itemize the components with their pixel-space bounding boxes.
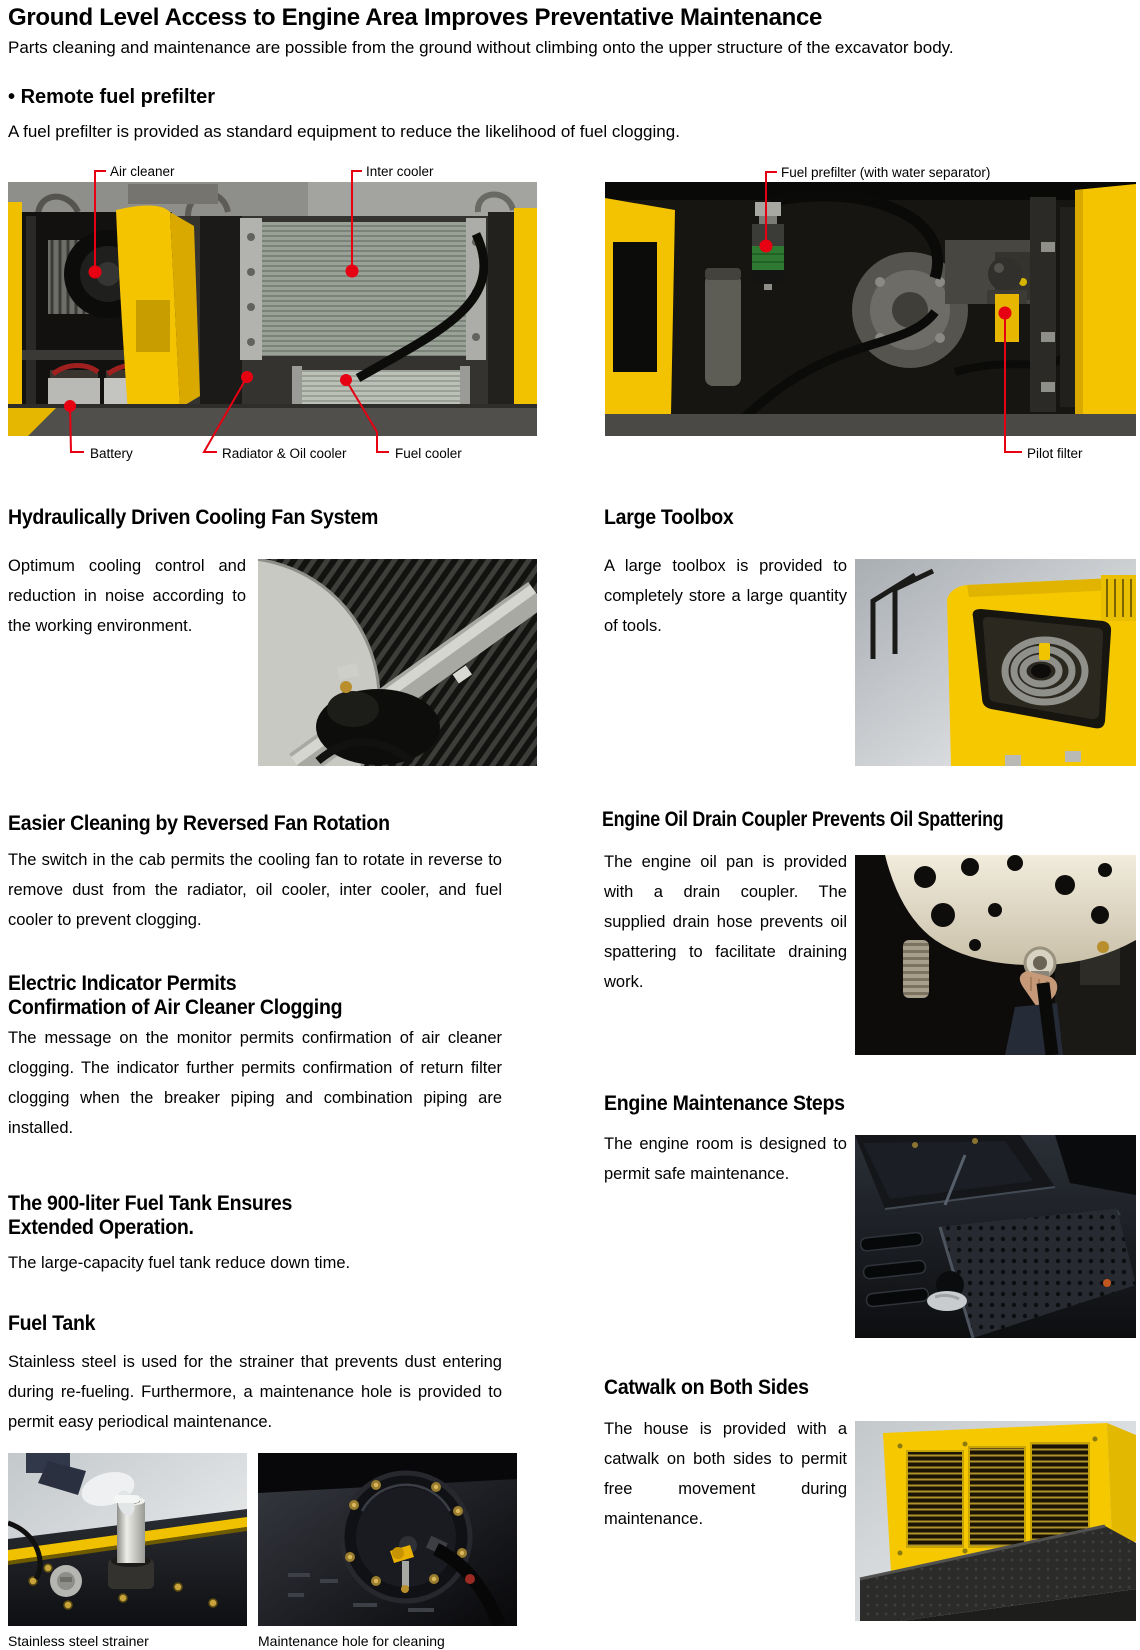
page-subtitle: Parts cleaning and maintenance are possible from the ground without climbing onto the upper structure of the excavator body.: [8, 38, 954, 57]
caption-maintenance-hole: Maintenance hole for cleaning: [258, 1633, 445, 1649]
heading-line-2: Extended Operation.: [8, 1216, 194, 1239]
bullet-icon: •: [8, 86, 16, 108]
section-heading-reversed-fan: Easier Cleaning by Reversed Fan Rotation: [8, 812, 390, 835]
callout-label-radiator-oil-cooler: Radiator & Oil cooler: [222, 446, 347, 461]
section-body-900-liter-fuel-tank: The large-capacity fuel tank reduce down time.: [8, 1254, 351, 1272]
page-title: Ground Level Access to Engine Area Improves Preventative Maintenance: [8, 4, 823, 31]
photo-engine-maintenance-steps: [855, 1135, 1136, 1338]
callout-label-inter-cooler: Inter cooler: [366, 164, 434, 179]
section-heading-electric-indicator: [8, 972, 342, 1020]
remote-fuel-prefilter-body: A fuel prefilter is provided as standard equipment to reduce the likelihood of fuel clogging.: [8, 122, 680, 141]
callout-label-battery: Battery: [90, 446, 133, 461]
photo-catwalk: [855, 1421, 1136, 1621]
fuel-prefilter-canister: [752, 202, 784, 290]
photo-oil-drain-coupler: [855, 855, 1136, 1055]
section-body-cooling-fan: Optimum cooling control and reduction in noise according to the working environment.: [8, 557, 246, 635]
callout-label-pilot-filter: Pilot filter: [1027, 446, 1083, 461]
section-body-oil-drain: The engine oil pan is provided with a drain coupler. The supplied drain hose prevents oil spattering to facilitate draining work.: [604, 853, 847, 991]
photo-large-toolbox: [855, 559, 1136, 766]
photo-engine-bay-coolers: [8, 182, 537, 436]
inter-cooler-core: [240, 218, 486, 360]
side-vents: [860, 1232, 929, 1307]
photo-engine-bay-prefilter: [605, 182, 1136, 436]
section-body-engine-maintenance: The engine room is designed to permit safe maintenance.: [604, 1135, 847, 1183]
section-heading-cooling-fan: Hydraulically Driven Cooling Fan System: [8, 506, 379, 529]
caption-strainer: Stainless steel strainer: [8, 1633, 149, 1649]
section-body-large-toolbox: A large toolbox is provided to completely store a large quantity of tools.: [604, 557, 847, 635]
section-heading-fuel-tank: Fuel Tank: [8, 1312, 96, 1335]
section-heading-catwalk: Catwalk on Both Sides: [604, 1376, 809, 1399]
section-body-catwalk: The house is provided with a catwalk on both sides to permit free movement during maintenance.: [604, 1420, 847, 1528]
photo-stainless-steel-strainer: [8, 1453, 247, 1626]
heading-line-1: The 900-liter Fuel Tank Ensures: [8, 1192, 293, 1215]
callout-label-air-cleaner: Air cleaner: [110, 164, 175, 179]
section-body-reversed-fan: The switch in the cab permits the cooling fan to rotate in reverse to remove dust from the radiator, oil cooler, inter cooler, and fuel cooler to prevent clogging.: [8, 851, 502, 929]
section-body-electric-indicator: The message on the monitor permits confirmation of air cleaner clogging. The indicator further permits confirmation of return filter clogging when the breaker piping and combination piping are installed.: [8, 1029, 502, 1137]
remote-fuel-prefilter-heading-text: Remote fuel prefilter: [20, 86, 216, 108]
section-heading-900-liter-fuel-tank: [8, 1192, 292, 1240]
section-heading-large-toolbox: Large Toolbox: [604, 506, 734, 529]
remote-fuel-prefilter-heading: [8, 86, 215, 109]
callout-label-fuel-cooler: Fuel cooler: [395, 446, 462, 461]
section-body-fuel-tank: Stainless steel is used for the strainer that prevents dust entering during re-fueling. Furthermore, a maintenance hole is provided to permit easy periodical maintenance.: [8, 1353, 502, 1431]
grille-sections: [907, 1443, 1089, 1547]
photo-cooling-fan: [258, 559, 537, 766]
section-heading-oil-drain: Engine Oil Drain Coupler Prevents Oil Spattering: [602, 808, 1004, 831]
section-heading-engine-maintenance: Engine Maintenance Steps: [604, 1092, 845, 1115]
photo-maintenance-hole: [258, 1453, 517, 1626]
heading-line-1: Electric Indicator Permits: [8, 972, 237, 995]
heading-line-2: Confirmation of Air Cleaner Clogging: [8, 996, 343, 1019]
callout-label-fuel-prefilter: Fuel prefilter (with water separator): [781, 165, 991, 180]
